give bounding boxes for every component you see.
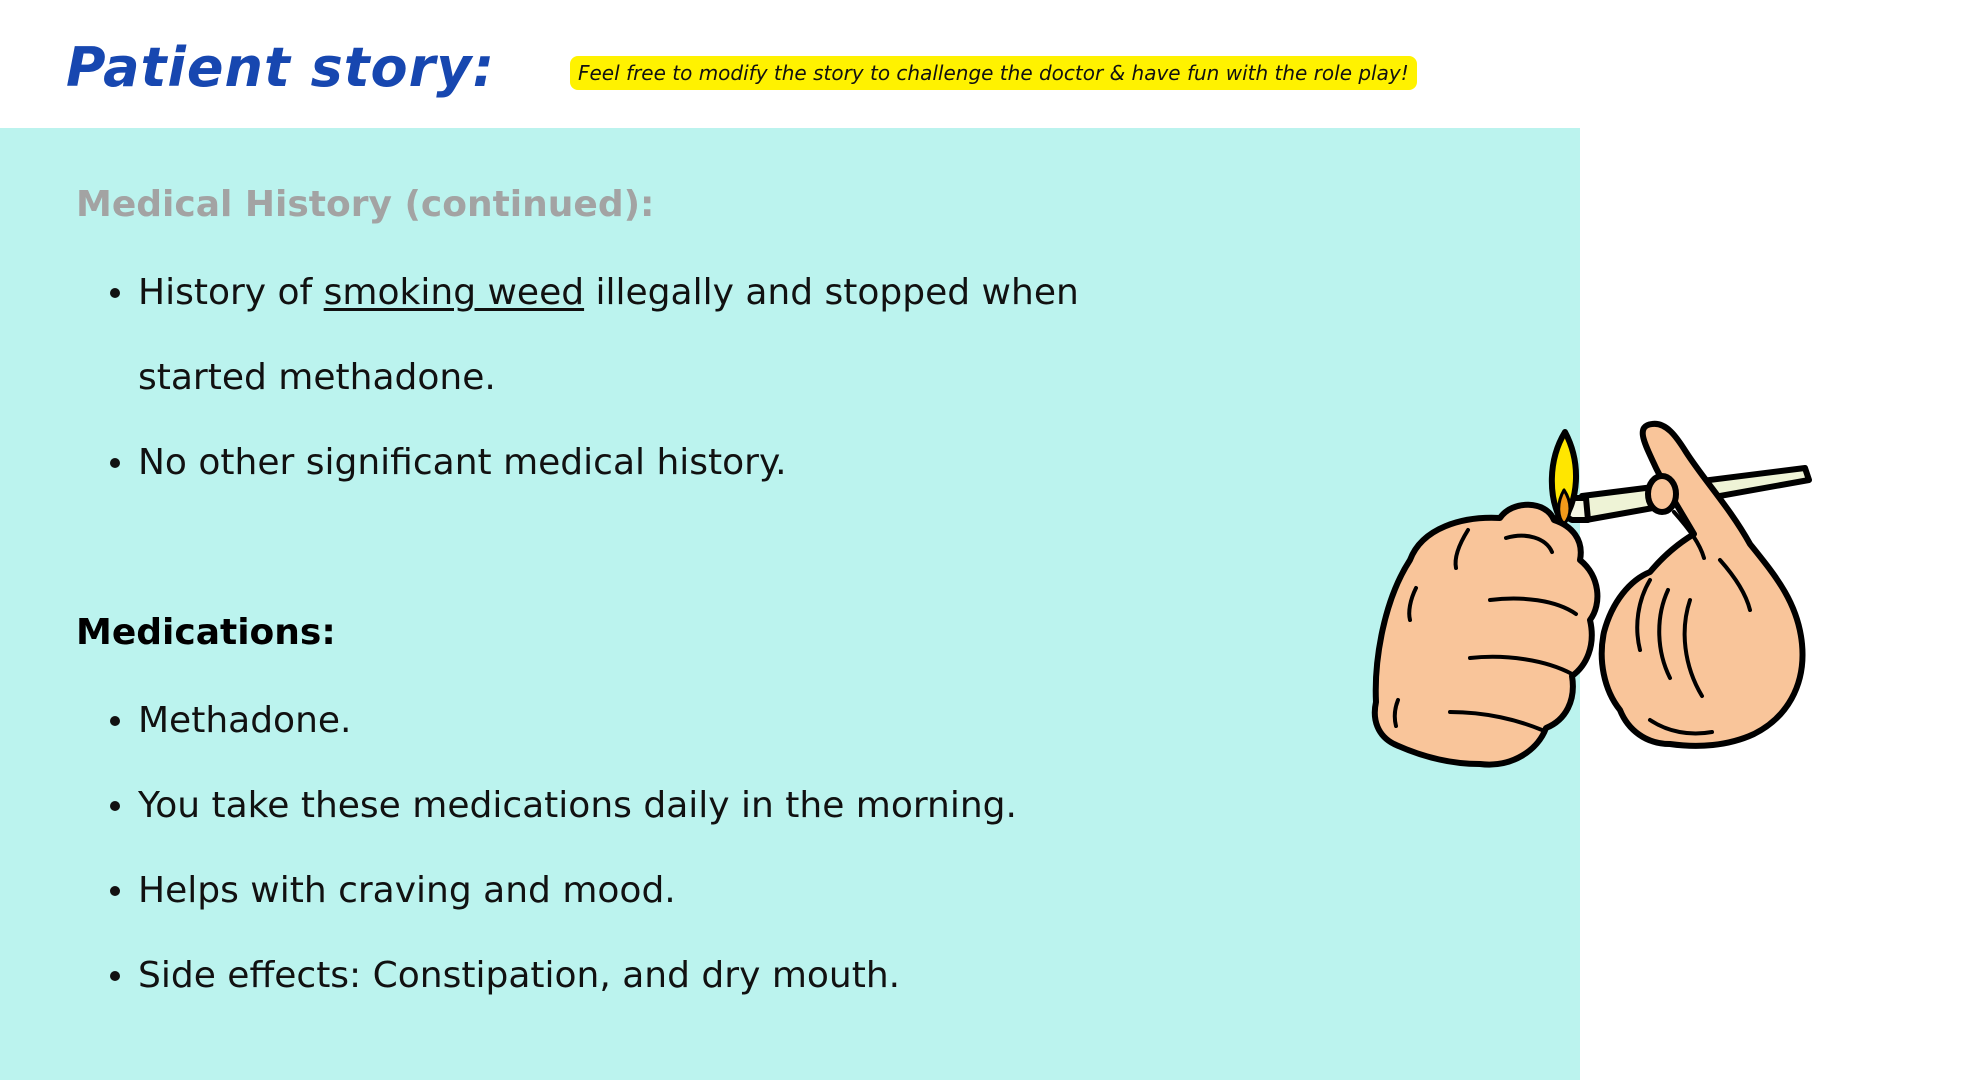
hands-lighting-joint-icon — [1350, 420, 1860, 800]
smoking-weed-emphasis: smoking weed — [323, 272, 585, 313]
medications-heading: Medications: — [76, 612, 336, 653]
page-title: Patient story: — [66, 36, 496, 99]
list-item: Side effects: Constipation, and dry mouth. — [76, 933, 1316, 1018]
history-text-after: illegally and stopped when started methadone. — [138, 272, 1079, 398]
list-item: Helps with craving and mood. — [76, 848, 1316, 933]
list-item: No other significant medical history. — [76, 420, 1176, 505]
content-panel — [0, 128, 1580, 1080]
medical-history-list — [76, 250, 1176, 505]
medications-list — [76, 678, 1316, 1018]
left-fist — [1375, 505, 1598, 765]
role-play-note-badge: Feel free to modify the story to challenge the doctor & have fun with the role play! — [570, 56, 1417, 90]
list-item — [76, 250, 1176, 420]
list-item: You take these medications daily in the morning. — [76, 763, 1316, 848]
medical-history-heading: Medical History (continued): — [76, 184, 655, 225]
list-item: Methadone. — [76, 678, 1316, 763]
history-text-before: History of — [138, 272, 324, 313]
